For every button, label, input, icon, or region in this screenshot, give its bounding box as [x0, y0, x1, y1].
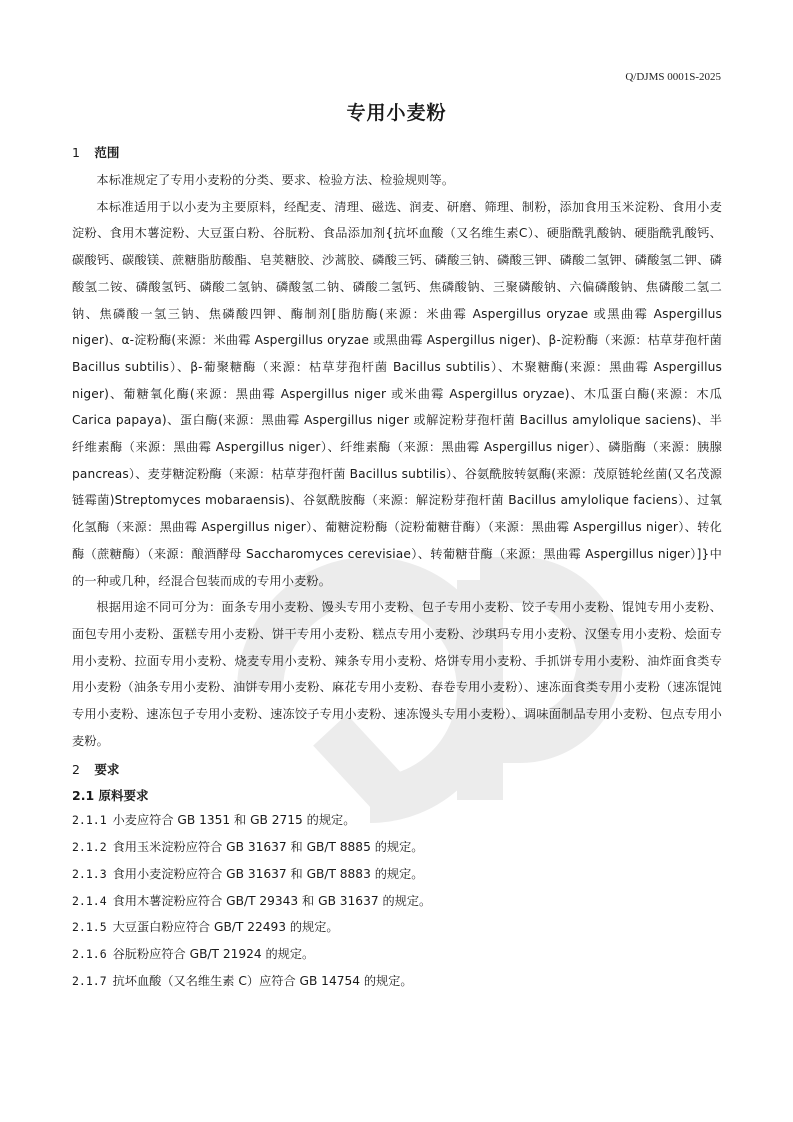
document-title: 专用小麦粉 — [346, 102, 447, 124]
clause-text: 大豆蛋白粉应符合 GB/T 22493 的规定。 — [112, 920, 339, 935]
clause-text: 食用玉米淀粉应符合 GB 31637 和 GB/T 8885 的规定。 — [112, 840, 424, 855]
clause-number: 2.1.7 — [72, 973, 107, 988]
section-number: 1 — [72, 145, 80, 160]
subsection-raw-materials-heading: 2.1 原料要求 — [72, 788, 149, 804]
clause-item — [72, 888, 722, 915]
clause-number: 2.1.2 — [72, 840, 107, 855]
scope-paragraph-1: 本标准规定了专用小麦粉的分类、要求、检验方法、检验规则等。 — [96, 173, 455, 187]
clause-item — [72, 834, 722, 861]
document-code: Q/DJMS 0001S-2025 — [625, 71, 721, 83]
clause-item — [72, 861, 722, 888]
section-title: 范围 — [94, 145, 120, 160]
clause-text: 食用木薯淀粉应符合 GB/T 29343 和 GB 31637 的规定。 — [112, 893, 432, 908]
clause-item — [72, 941, 722, 968]
section-title: 要求 — [94, 762, 120, 778]
clause-number: 2.1.6 — [72, 946, 107, 961]
clause-number: 2.1.1 — [72, 813, 107, 828]
clause-item — [72, 914, 722, 941]
section-scope-heading — [72, 142, 722, 164]
clause-number: 2.1.4 — [72, 893, 107, 908]
clause-text: 食用小麦淀粉应符合 GB 31637 和 GB/T 8883 的规定。 — [112, 866, 424, 881]
clause-text: 谷朊粉应符合 GB/T 21924 的规定。 — [112, 946, 315, 961]
clause-number: 2.1.3 — [72, 866, 107, 881]
clause-text: 抗坏血酸（又名维生素 C）应符合 GB 14754 的规定。 — [112, 973, 413, 988]
clause-item — [72, 807, 722, 834]
clause-text: 小麦应符合 GB 1351 和 GB 2715 的规定。 — [112, 813, 356, 828]
document-body — [72, 142, 722, 994]
section-number: 2 — [72, 762, 80, 778]
scope-paragraph-2: 本标准适用于以小麦为主要原料，经配麦、清理、磁选、润麦、研磨、筛理、制粉，添加食用玉米淀粉、食用小麦淀粉、食用木薯淀粉、大豆蛋白粉、谷朊粉、食品添加剂{抗坏血酸（又名维生素C）、硬脂酰乳酸钠、硬脂酰乳酸钙、碳酸钙、碳酸镁、蔗糖脂肪酸酯、皂荚糖胶、沙蒿胶、磷酸三钙、磷酸三钠、磷酸三钾、磷酸二氢钾、磷酸氢二钾、磷酸氢二铵、磷酸氢钙、磷酸二氢钠、磷酸氢二钠、磷酸二氢钙、焦磷酸钠、三聚磷酸钠、六偏磷酸钠、焦磷酸二氢二钠、焦磷酸一氢三钠、焦磷酸四钾、酶制剂[脂肪酶(来源：米曲霉 Aspergillus oryzae 或黑曲霉 Aspergillus niger)、α-淀粉酶(来源：米曲霉 Aspergillus oryzae 或黑曲霉 Aspergillus niger)、β-淀粉酶（来源：枯草芽孢杆菌 Bacillus subtilis）、β-葡聚糖酶（来源：枯草芽孢杆菌 Bacillus subtilis）、木聚糖酶(来源：黑曲霉 Aspergillus niger)、葡糖氧化酶(来源：黑曲霉 Aspergillus niger 或米曲霉 Aspergillus oryzae)、木瓜蛋白酶(来源：木瓜 Carica papaya)、蛋白酶(来源：黑曲霉 Aspergillus niger 或解淀粉芽孢杆菌 Bacillus amylolique saciens)、半纤维素酶（来源：黑曲霉 Aspergillus niger）、纤维素酶（来源：黑曲霉 Aspergillus niger）、磷脂酶（来源：胰腺 pancreas）、麦芽糖淀粉酶（来源：枯草芽孢杆菌 Bacillus subtilis）、谷氨酰胺转氨酶(来源：茂原链轮丝菌(又名茂源链霉菌)Streptomyces mobaraensis)、谷氨酰胺酶（来源：解淀粉芽孢杆菌 Bacillus amylolique faciens）、过氧化氢酶（来源：黑曲霉 Aspergillus niger）、葡糖淀粉酶（淀粉葡糖苷酶）（来源：黑曲霉 Aspergillus niger）、转化酶（蔗糖酶）（来源：酿酒酵母 Saccharomyces cerevisiae）、转葡糖苷酶（来源：黑曲霉 Aspergillus niger）]}中的一种或几种，经混合包装而成的专用小麦粉。 — [72, 199, 722, 588]
section-requirements-heading — [72, 759, 722, 781]
clause-number: 2.1.5 — [72, 920, 107, 935]
scope-paragraph-3: 根据用途不同可分为：面条专用小麦粉、馒头专用小麦粉、包子专用小麦粉、饺子专用小麦粉、馄饨专用小麦粉、面包专用小麦粉、蛋糕专用小麦粉、饼干专用小麦粉、糕点专用小麦粉、沙琪玛专用小麦粉、汉堡专用小麦粉、烩面专用小麦粉、拉面专用小麦粉、烧麦专用小麦粉、辣条专用小麦粉、烙饼专用小麦粉、手抓饼专用小麦粉、油炸面食类专用小麦粉（油条专用小麦粉、油饼专用小麦粉、麻花专用小麦粉、春卷专用小麦粉）、速冻面食类专用小麦粉（速冻馄饨专用小麦粉、速冻包子专用小麦粉、速冻饺子专用小麦粉、速冻馒头专用小麦粉）、调味面制品专用小麦粉、包点专用小麦粉。 — [72, 600, 722, 748]
clause-item — [72, 968, 722, 995]
